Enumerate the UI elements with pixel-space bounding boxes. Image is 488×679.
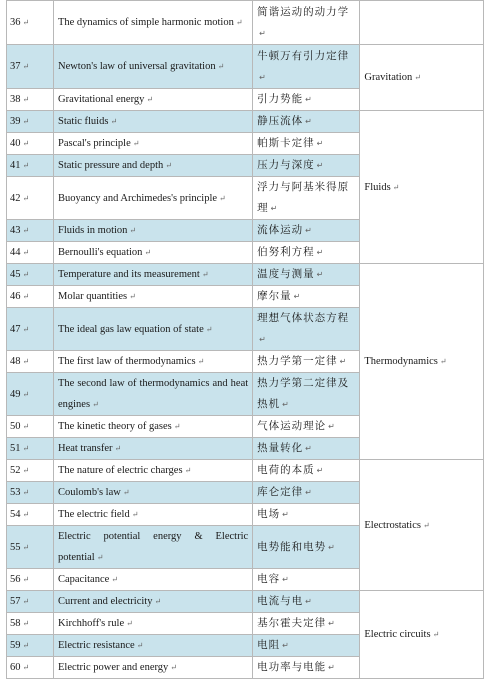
chinese-term: 压力与深度 ↵ [253,155,360,177]
row-number: 43 ↵ [7,220,54,242]
row-number: 44 ↵ [7,242,54,264]
table-row [7,264,484,286]
category-cell: Electrostatics ↵ [360,460,484,591]
chinese-term: 静压流体 ↵ [253,111,360,133]
chinese-term: 电阻 ↵ [253,635,360,657]
chinese-term: 电场 ↵ [253,504,360,526]
row-number: 59 ↵ [7,635,54,657]
row-number: 46 ↵ [7,286,54,308]
row-number: 49 ↵ [7,373,54,416]
english-term: Gravitational energy ↵ [53,89,252,111]
english-term: Bernoulli's equation ↵ [53,242,252,264]
category-cell: Thermodynamics ↵ [360,264,484,460]
english-term: The first law of thermodynamics ↵ [53,351,252,373]
table-row [7,1,484,45]
english-term: The second law of thermodynamics and heat engines ↵ [53,373,252,416]
row-number: 40 ↵ [7,133,54,155]
english-term: Static fluids ↵ [53,111,252,133]
chinese-term: 浮力与阿基米得原理 ↵ [253,177,360,220]
chinese-term: 热量转化 ↵ [253,438,360,460]
row-number: 39 ↵ [7,111,54,133]
category-cell: Fluids ↵ [360,111,484,264]
row-number: 50 ↵ [7,416,54,438]
english-term: The nature of electric charges ↵ [53,460,252,482]
chinese-term: 简谐运动的动力学↵ [253,1,360,45]
english-term: Temperature and its measurement ↵ [53,264,252,286]
chinese-term: 摩尔量 ↵ [253,286,360,308]
chinese-term: 引力势能 ↵ [253,89,360,111]
english-term: Coulomb's law ↵ [53,482,252,504]
chinese-term: 电功率与电能 ↵ [253,657,360,679]
row-number: 37 ↵ [7,45,54,89]
row-number: 45 ↵ [7,264,54,286]
english-term: Buoyancy and Archimedes's principle ↵ [53,177,252,220]
physics-topics-table [6,0,484,679]
row-number: 36 ↵ [7,1,54,45]
table-row [7,460,484,482]
english-term: Fluids in motion ↵ [53,220,252,242]
chinese-term: 电势能和电势 ↵ [253,526,360,569]
chinese-term: 帕斯卡定律 ↵ [253,133,360,155]
row-number: 52 ↵ [7,460,54,482]
row-number: 56 ↵ [7,569,54,591]
chinese-term: 伯努利方程 ↵ [253,242,360,264]
chinese-term: 库仑定律 ↵ [253,482,360,504]
row-number: 42 ↵ [7,177,54,220]
category-cell [360,1,484,45]
english-term: The electric field ↵ [53,504,252,526]
chinese-term: 热力学第二定律及热机 ↵ [253,373,360,416]
row-number: 38 ↵ [7,89,54,111]
chinese-term: 基尔霍夫定律 ↵ [253,613,360,635]
chinese-term: 温度与测量 ↵ [253,264,360,286]
row-number: 48 ↵ [7,351,54,373]
chinese-term: 电流与电 ↵ [253,591,360,613]
table-row [7,45,484,89]
table-row [7,111,484,133]
row-number: 51 ↵ [7,438,54,460]
row-number: 60 ↵ [7,657,54,679]
table-row [7,591,484,613]
english-term: Capacitance ↵ [53,569,252,591]
english-term: Molar quantities ↵ [53,286,252,308]
row-number: 58 ↵ [7,613,54,635]
row-number: 47 ↵ [7,308,54,351]
chinese-term: 热力学第一定律 ↵ [253,351,360,373]
english-term: Pascal's principle ↵ [53,133,252,155]
chinese-term: 流体运动 ↵ [253,220,360,242]
chinese-term: 牛顿万有引力定律↵ [253,45,360,89]
english-term: The dynamics of simple harmonic motion ↵ [53,1,252,45]
english-term: Static pressure and depth ↵ [53,155,252,177]
row-number: 41 ↵ [7,155,54,177]
chinese-term: 电荷的本质 ↵ [253,460,360,482]
row-number: 53 ↵ [7,482,54,504]
row-number: 54 ↵ [7,504,54,526]
english-term: Kirchhoff's rule ↵ [53,613,252,635]
chinese-term: 气体运动理论 ↵ [253,416,360,438]
english-term: Electric power and energy ↵ [53,657,252,679]
table-body [7,1,484,679]
category-cell: Electric circuits ↵ [360,591,484,679]
english-term: Heat transfer ↵ [53,438,252,460]
english-term: Electric resistance ↵ [53,635,252,657]
english-term: Newton's law of universal gravitation ↵ [53,45,252,89]
english-term: Electric potential energy & Electric potential ↵ [53,526,252,569]
row-number: 57 ↵ [7,591,54,613]
english-term: The ideal gas law equation of state ↵ [53,308,252,351]
chinese-term: 理想气体状态方程↵ [253,308,360,351]
chinese-term: 电容 ↵ [253,569,360,591]
english-term: The kinetic theory of gases ↵ [53,416,252,438]
row-number: 55 ↵ [7,526,54,569]
category-cell: Gravitation ↵ [360,45,484,111]
english-term: Current and electricity ↵ [53,591,252,613]
